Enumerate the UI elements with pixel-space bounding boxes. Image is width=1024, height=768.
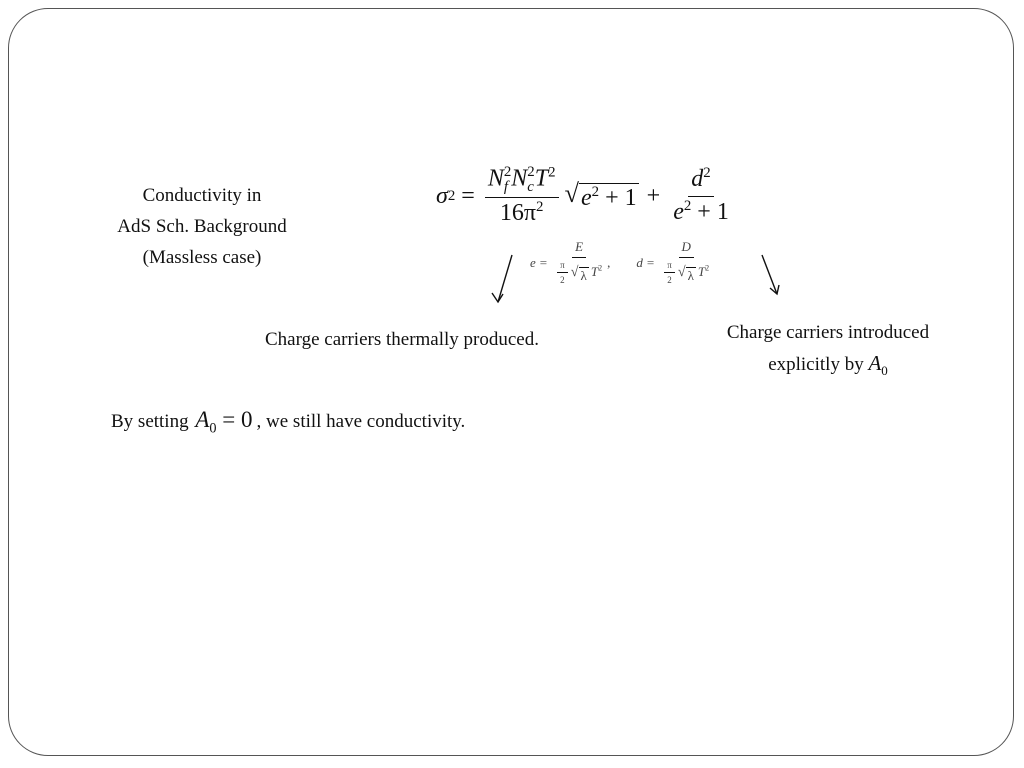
radical-sign: √ xyxy=(564,177,580,208)
conductivity-formula: σ 2 = N 2 f N 2 c $T^2$ $16\pi^2$ √ $e^2 + 1$ + $\frac{d^2}{e^2 + 1}$ xyxy=(436,160,736,232)
variable-definitions: e = E $\frac{\pi}{2}$ √ λ $T^2$ , d = D $\frac{\pi}{2}$ √ λ $T^2$ xyxy=(530,240,714,286)
arrow-left-down-icon xyxy=(488,252,518,308)
d-symbol: d xyxy=(636,255,643,270)
caption-explicit xyxy=(700,317,956,380)
slide-frame xyxy=(8,8,1014,756)
square-root xyxy=(564,177,639,213)
prefactor-denominator: $16\pi^2$ xyxy=(499,198,544,226)
radicand: $e^2 + 1$ xyxy=(581,183,637,211)
label-line-1: Conductivity in xyxy=(142,185,262,206)
conductivity-label xyxy=(92,180,312,273)
prefactor-numerator: N 2 f N 2 c $T^2$ xyxy=(485,165,559,198)
label-line-2: AdS Sch. Background xyxy=(117,216,287,237)
a0-symbol: $A_0$ xyxy=(868,351,888,379)
caption-thermal: Charge carriers thermally produced. xyxy=(265,329,539,350)
conclusion-statement: By setting $A_0 = 0$ , we still have conductivity. xyxy=(111,407,466,437)
arrow-right-down-icon xyxy=(756,252,786,298)
d-definition-fraction: D $\frac{\pi}{2}$ √ λ $T^2$ xyxy=(660,240,712,286)
sigma-symbol: σ xyxy=(436,182,448,209)
prefactor-fraction xyxy=(485,165,559,227)
label-line-3: (Massless case) xyxy=(142,247,262,268)
e-symbol: e xyxy=(530,255,536,270)
equals-sign: = xyxy=(461,182,475,209)
a0-equals-zero: $A_0 = 0$ xyxy=(195,407,253,437)
density-fraction xyxy=(670,166,732,226)
caption-explicit-line-1: Charge carriers introduced xyxy=(726,322,930,343)
caption-explicit-line-2: explicitly by $A_0$ xyxy=(768,351,888,379)
plus-sign: + xyxy=(646,182,661,209)
density-numerator: $d^2$ xyxy=(688,166,713,197)
e-definition-fraction: E $\frac{\pi}{2}$ √ λ $T^2$ xyxy=(553,240,605,286)
density-denominator: $e^2 + 1$ xyxy=(673,197,729,225)
